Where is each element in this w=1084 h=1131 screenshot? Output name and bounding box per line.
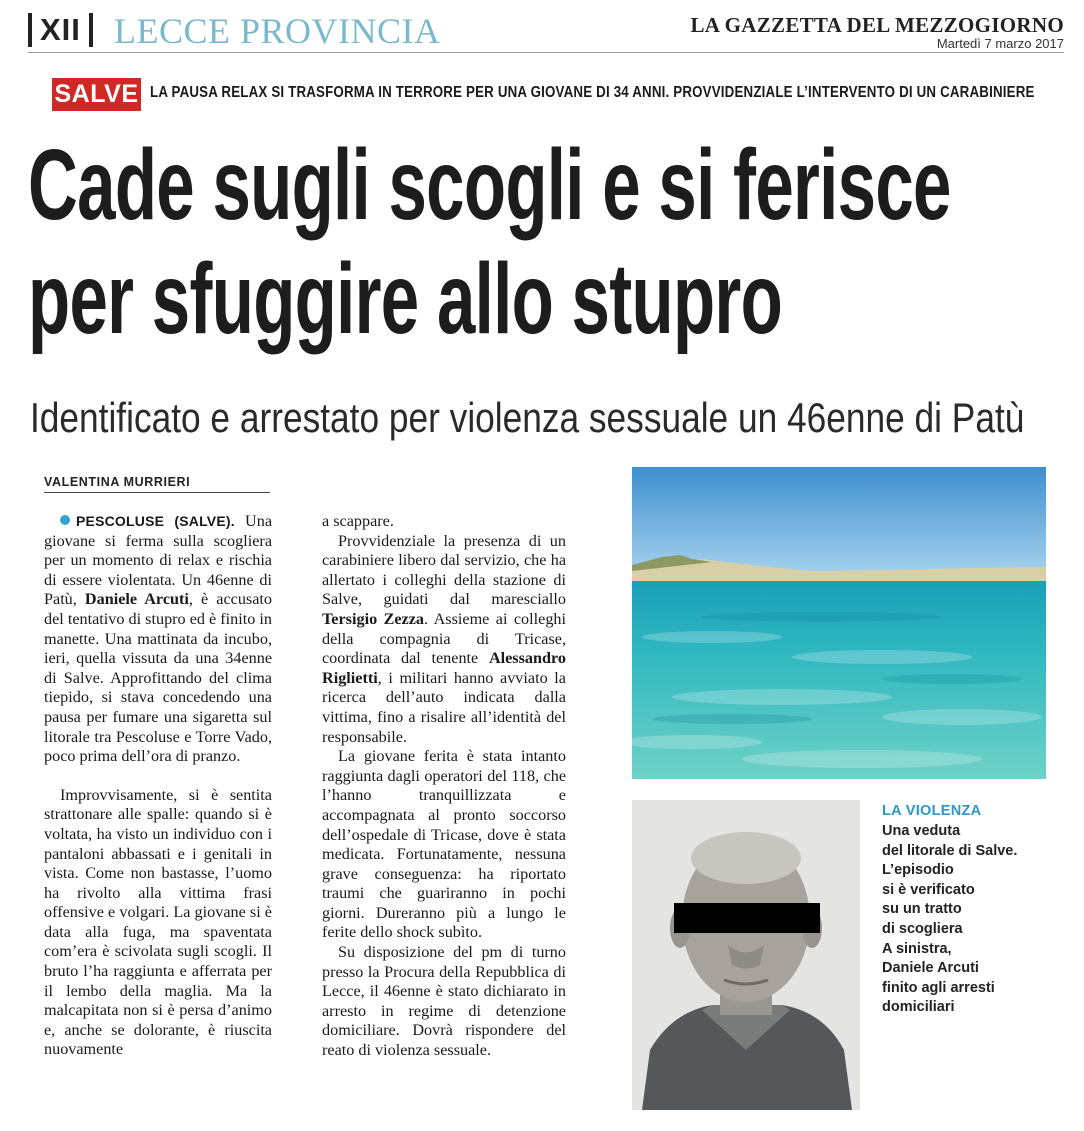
caption-line: di scogliera [882,920,963,937]
paragraph-text: Provvidenziale la presenza di un carabiniere libero dal servizio, che ha allertato i colleghi della stazione di Salve, guidati dal maresciallo [322,531,566,609]
page-number-divider [89,13,93,47]
caption-line: Daniele Arcuti [882,960,979,977]
section-title: LECCE PROVINCIA [114,11,441,51]
header-rule [28,52,1064,53]
page-number: XII [40,12,81,47]
issue-date: Martedì 7 marzo 2017 [936,36,1064,51]
paragraph-text: , è accusato del tentativo di stupro ed è finito in manette. Una mattinata da incubo, ieri, quella vissuta da una 34enne di Salve. Approfittando del clima tiepido, si stava concedendo una pausa per fumare una sigaretta sul litorale tra Pescoluse e Torre Vado, poco prima dell’ora di pranzo. [44,590,273,766]
article-paragraph: Su disposizione del pm di turno presso la Procura della Repubblica di Lecce, il 46enne è stato dichiarato in arresto in regime di detenzione domiciliare. Dovrà rispondere del reato di violenza sessuale. [322,943,566,1060]
headline-line-1: Cade sugli scogli e si ferisce [28,129,951,241]
subheadline: Identificato e arrestato per violenza sessuale un 46enne di Patù [30,394,1025,441]
article-paragraph [322,532,566,748]
photo-caption [882,822,1062,1018]
person-name: Alessandro Riglietti [322,649,566,687]
caption-title: LA VIOLENZA [882,803,982,819]
byline: VALENTINA MURRIERI [44,475,191,489]
page-number-divider [28,13,32,47]
paragraph-text: Una giovane si ferma sulla scogliera per un momento di relax e rischia di essere violentata. Un 46enne di Patù, [44,512,272,609]
article-paragraph: La giovane ferita è stata intanto raggiunta dagli operatori del 118, che l’hanno tranquillizzata e accompagnata al pronto soccorso dell’ospedale di Tricase, dove è stata medicata. Fortunatamente, nessuna grave conseguenza: ha riportato traumi che guariranno in pochi giorni. Dureranno più a lungo le ferite dello shock subìto. [322,747,566,942]
dateline: PESCOLUSE (SALVE). [76,513,235,529]
article-column-2 [322,512,566,1061]
caption-line: finito agli arresti [882,979,995,996]
person-name: Tersigio Zezza [322,609,425,628]
censor-bar [674,903,820,933]
article-column-1 [44,512,272,1060]
caption-line: L’episodio [882,862,954,879]
article-paragraph: a scappare. [322,512,394,530]
page-number-block [28,12,93,48]
headline-line-2: per sfuggire allo stupro [28,243,783,355]
caption-line: si è verificato [882,881,975,898]
location-badge: SALVE [52,78,141,111]
article-paragraph: Improvvisamente, si è sentita strattonare alle spalle: quando si è voltata, ha visto un individuo con i pantaloni abbassati e i genitali in vista. Come non bastasse, l’uomo ha rivolto alla vittima frasi offensive e volgari. La giovane si è data alla fuga, ma spaventata com’era è scivolata sugli scogli. Il bruto l’ha raggiunta e afferrata per il lembo della maglia. Ma la malcapitata non si è persa d’animo e, anche se dolorante, è riuscita nuovamente [44,785,272,1059]
suspect-photo [632,800,860,1110]
caption-line: del litorale di Salve. [882,842,1018,859]
person-name: Daniele Arcuti [84,590,189,609]
coastline-photo-image [632,467,1046,779]
headline [28,128,951,356]
caption-line: A sinistra, [882,940,952,957]
caption-line: domiciliari [882,999,955,1016]
kicker-text: LA PAUSA RELAX SI TRASFORMA IN TERRORE PER UNA GIOVANE DI 34 ANNI. PROVVIDENZIALE L’INTERVENTO DI UN CARABINIERE [150,84,1035,101]
page-header [0,0,1084,58]
paragraph-text: , i militari hanno avviato la ricerca dell’auto indicata dalla vittima, fino a risalire all’identità del responsabile. [322,668,566,746]
paragraph-text: . Assieme ai colleghi della compagnia di Tricase, coordinata dal tenente [322,609,566,668]
newspaper-name: LA GAZZETTA DEL MEZZOGIORNO [690,13,1064,37]
bullet-dot-icon [60,515,70,525]
caption-line: Una veduta [882,823,961,839]
article-paragraph [44,512,272,767]
coastline-photo [632,467,1046,779]
byline-rule [44,492,270,493]
suspect-photo-image [632,800,860,1110]
caption-line: su un tratto [882,901,962,918]
